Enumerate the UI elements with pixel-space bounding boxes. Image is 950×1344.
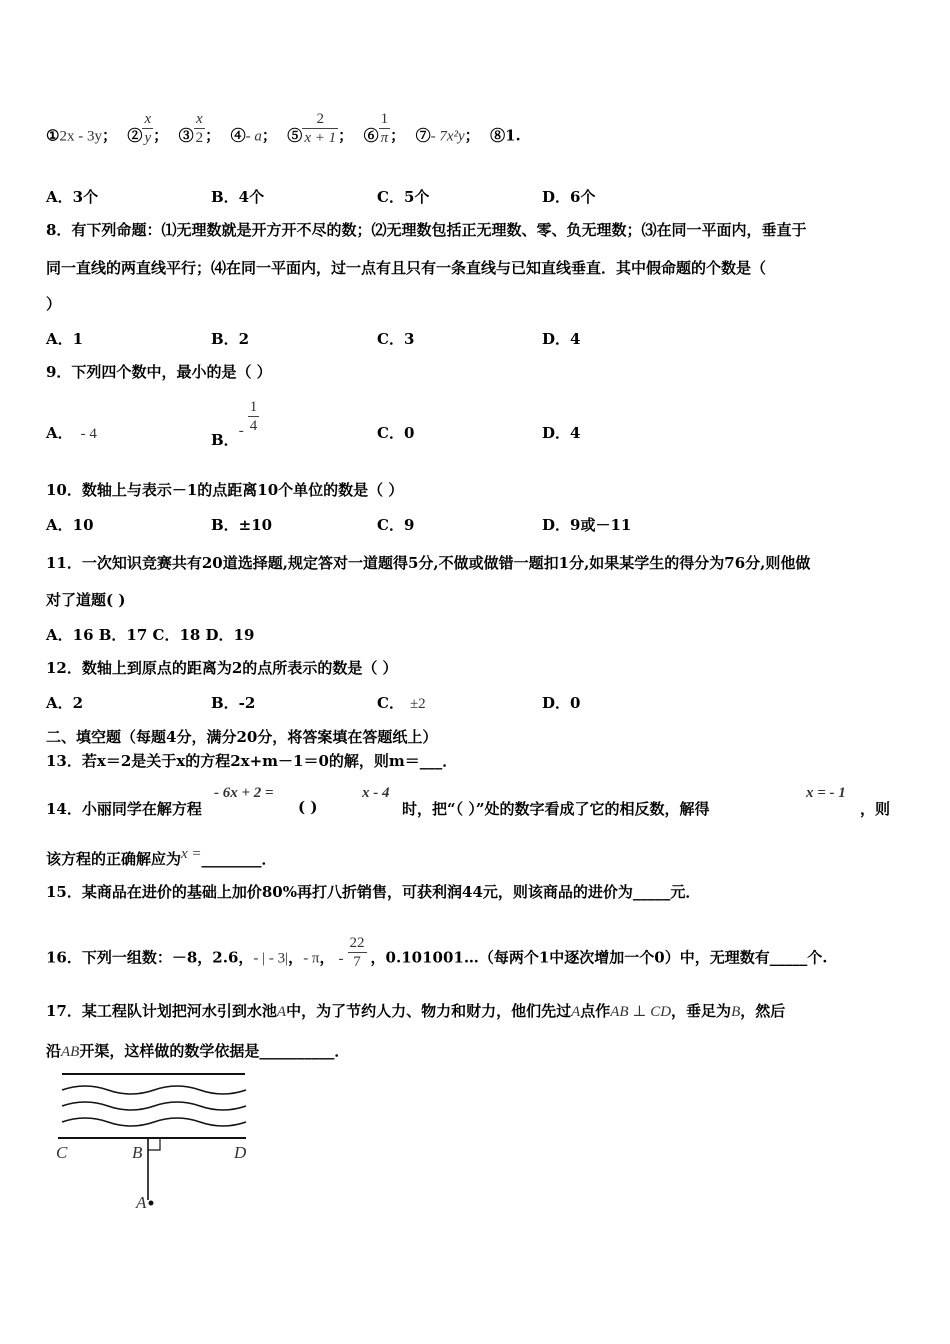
q10-stem: 10．数轴上与表示－1的点距离10个单位的数是（ ） — [46, 481, 404, 499]
q12-stem: 12．数轴上到原点的距离为2的点所表示的数是（ ） — [46, 659, 398, 677]
label-3: ③ — [178, 126, 194, 145]
label-7: ⑦ — [415, 126, 431, 145]
q17-line-1: 17．某工程队计划把河水引到水池A中，为了节约人力、物力和财力，他们先过A点作AB ⊥ CD，垂足为B，然后 — [46, 1002, 786, 1020]
label-d: D — [234, 1143, 247, 1162]
sep: ； — [101, 126, 117, 145]
q8-line-2: 同一直线的两直线平行；⑷在同一平面内，过一点有且只有一条直线与已知直线垂直．其中假命题的个数是（ — [46, 259, 767, 277]
q7-option-d: D．6个 — [542, 188, 596, 206]
q14-line-2: 该方程的正确解应为x =________． — [46, 846, 277, 868]
q10-option-d: D．9或－11 — [542, 516, 632, 534]
q8-option-a: A．1 — [46, 330, 84, 348]
expr-2-fraction: $\frac{x}{y}$ — [144, 111, 152, 146]
label-a: A — [136, 1193, 147, 1212]
expr-4: - a — [245, 128, 262, 145]
sep: ； — [464, 126, 480, 145]
q11-options: A．16 B．17 C．18 D．19 — [46, 626, 255, 644]
q14-solution: x = - 1 — [806, 785, 846, 801]
q7-option-a: A．3个 — [46, 188, 99, 206]
q8-option-b: B．2 — [211, 330, 250, 348]
q8-option-c: C．3 — [377, 330, 415, 348]
label-b: B — [132, 1143, 143, 1162]
q9-option-c: C．0 — [377, 424, 415, 442]
q10-option-c: C．9 — [377, 516, 415, 534]
q7-option-c: C．5个 — [377, 188, 430, 206]
expr-6-fraction: $\frac{1}{\pi}$ — [380, 111, 389, 146]
sep: ； — [338, 126, 354, 145]
sep: ； — [261, 126, 277, 145]
q10-option-a: A．10 — [46, 516, 94, 534]
expr-5-fraction: $\frac{2}{x + 1}$ — [304, 111, 337, 146]
q12-option-d: D．0 — [542, 694, 581, 712]
expr-7: - 7x²y — [430, 128, 465, 145]
q10-option-b: B．±10 — [211, 516, 273, 534]
q9-fraction: $\frac{1}{4}$ — [249, 399, 258, 434]
sep: ； — [153, 126, 169, 145]
wave-3 — [62, 1118, 246, 1126]
q9-option-d: D．4 — [542, 424, 581, 442]
river-diagram — [50, 1066, 270, 1216]
label-8: ⑧1. — [490, 126, 521, 145]
q9-option-b: B．- $\frac{1}{4}$ — [211, 399, 258, 449]
section-2-heading: 二、填空题（每题4分，满分20分，将答案填在答题纸上） — [46, 728, 438, 746]
wave-1 — [62, 1086, 246, 1094]
q14-eq1: - 6x + 2 = — [214, 785, 274, 801]
label-2: ② — [127, 126, 143, 145]
q13: 13．若x＝2是关于x的方程2x+m－1＝0的解，则m＝___． — [46, 752, 458, 770]
q14-mid: 时，把“（ ）”处的数字看成了它的相反数，解得 — [402, 800, 710, 818]
q14-post: ，则 — [860, 800, 891, 818]
q14-pre: 14．小丽同学在解方程 — [46, 800, 202, 818]
q16-fraction: $\frac{22}{7}$ — [349, 935, 365, 970]
sep: ； — [205, 126, 221, 145]
q17-line-2: 沿AB开渠，这样做的数学依据是__________． — [46, 1042, 350, 1060]
q15: 15．某商品在进价的基础上加价80%再打八折销售，可获利润44元，则该商品的进价为_____元． — [46, 883, 701, 901]
label-1: ① — [46, 126, 60, 145]
q8-line-3: ） — [46, 295, 62, 313]
q9-stem: 9．下列四个数中，最小的是（ ） — [46, 363, 272, 381]
label-c: C — [56, 1143, 68, 1162]
expr-1: 2x - 3y — [59, 128, 102, 145]
q14-paren: ( ) — [298, 798, 318, 816]
q11-line-2: 对了道题( ) — [46, 591, 126, 609]
sep: ； — [390, 126, 406, 145]
q12-option-c: C． ±2 — [377, 694, 426, 712]
q9-option-a: A． - 4 — [46, 424, 97, 442]
point-a — [149, 1201, 154, 1206]
expr-3-fraction: $\frac{x}{2}$ — [195, 111, 204, 146]
label-5: ⑤ — [287, 126, 303, 145]
wave-2 — [62, 1102, 246, 1110]
q12-option-b: B．-2 — [211, 694, 256, 712]
q11-line-1: 11．一次知识竞赛共有20道选择题,规定答对一道题得5分,不做或做错一题扣1分,如果某学生的得分为76分,则他做 — [46, 554, 811, 572]
q12-option-a: A．2 — [46, 694, 84, 712]
q14-eq2: x - 4 — [362, 785, 390, 801]
q16-line: 16．下列一组数：－8，2.6，- | - 3|，- π， - $\frac{22}{7}$ ，0.101001…（每两个1中逐次增加一个0）中，无理数有_____个. — [46, 935, 828, 970]
q7-expressions — [46, 111, 521, 155]
label-4: ④ — [230, 126, 246, 145]
q7-option-b: B．4个 — [211, 188, 265, 206]
q8-line-1: 8．有下列命题：⑴无理数就是开方开不尽的数；⑵无理数包括正无理数、零、负无理数；⑶在同一平面内，垂直于 — [46, 221, 807, 239]
label-6: ⑥ — [363, 126, 379, 145]
right-angle-mark — [148, 1138, 160, 1150]
q8-option-d: D．4 — [542, 330, 581, 348]
